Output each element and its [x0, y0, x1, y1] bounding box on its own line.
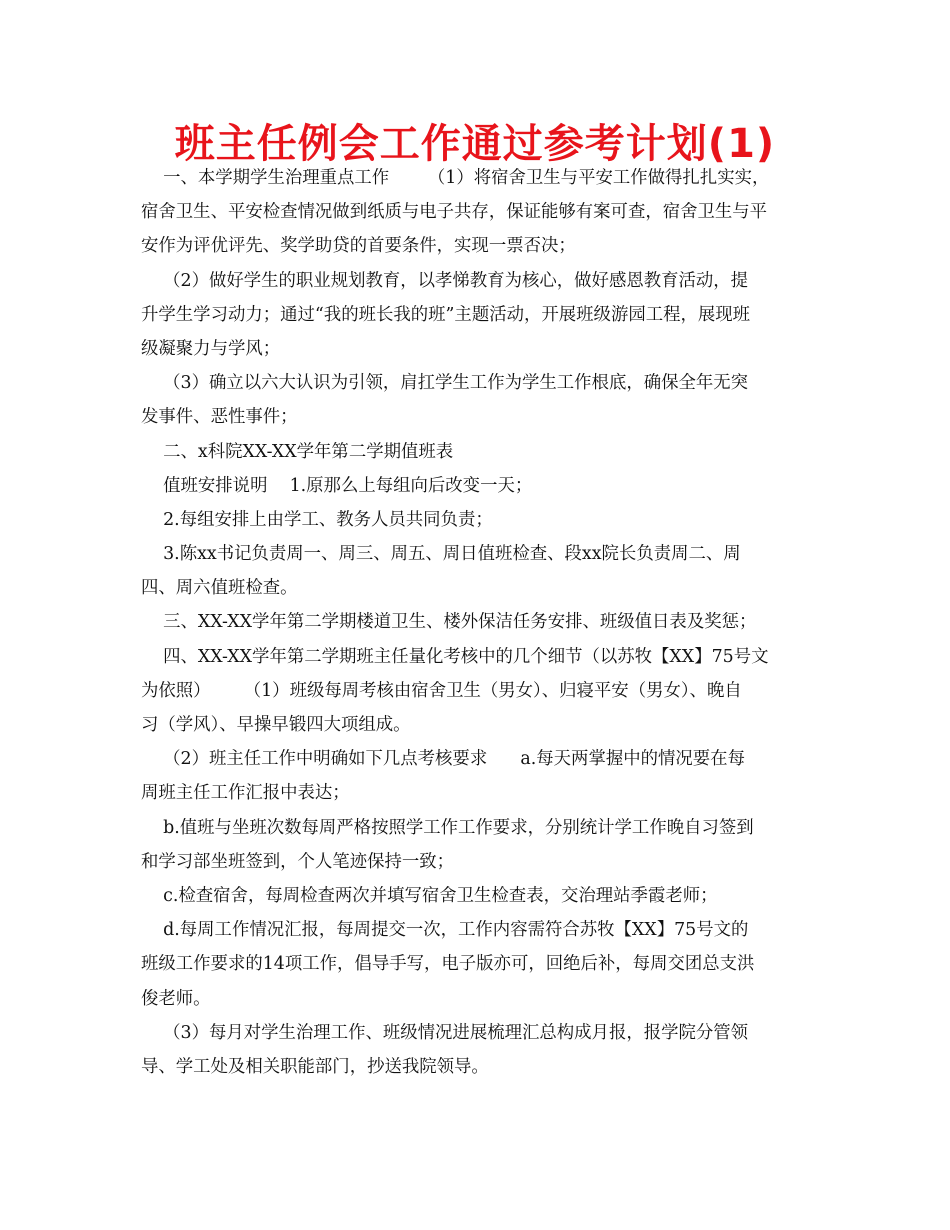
document-body	[141, 161, 812, 1084]
text-line: b.值班与坐班次数每周严格按照学工作工作要求，分别统计学工作晚自习签到	[141, 817, 754, 838]
text-line: 四、XX-XX学年第二学期班主任量化考核中的几个细节（以苏牧【XX】75号文	[141, 646, 769, 667]
text-line: 四、周六值班检查。	[141, 578, 298, 599]
text-line: 3.陈xx书记负责周一、周三、周五、周日值班检查、段xx院长负责周二、周	[141, 544, 741, 565]
text-line: 2.每组安排上由学工、教务人员共同负责；	[141, 509, 493, 530]
text-line: （2）班主任工作中明确如下几点考核要求 a.每天两掌握中的情况要在每	[141, 749, 745, 770]
text-line: 值班安排说明 1.原那么上每组向后改变一天；	[141, 475, 533, 496]
text-line: 安作为评优评先、奖学助贷的首要条件，实现一票否决；	[141, 236, 576, 257]
text-line: 升学生学习动力；通过“我的班长我的班”主题活动，开展班级游园工程，展现班	[141, 304, 751, 325]
document-title: 班主任例会工作通过参考计划(1)	[174, 121, 776, 167]
text-line: 宿舍卫生、平安检查情况做到纸质与电子共存，保证能够有案可查，宿舍卫生与平	[141, 202, 768, 223]
text-line: c.检查宿舍，每周检查两次并填写宿舍卫生检查表，交治理站季霞老师；	[141, 885, 718, 906]
text-line: （2）做好学生的职业规划教育，以孝悌教育为核心，做好感恩教育活动，提	[141, 270, 749, 291]
text-line: 二、x科院XX-XX学年第二学期值班表	[141, 441, 454, 462]
text-line: 习（学风）、早操早锻四大项组成。	[141, 715, 411, 735]
text-line: 三、XX-XX学年第二学期楼道卫生、楼外保洁任务安排、班级值日表及奖惩；	[141, 612, 757, 633]
text-line: （3）确立以六大认识为引领，肩扛学生工作为学生工作根底，确保全年无突	[141, 373, 749, 394]
text-line: d.每周工作情况汇报，每周提交一次，工作内容需符合苏牧【XX】75号文的	[141, 920, 749, 941]
text-line: 发事件、恶性事件；	[141, 407, 298, 428]
text-line: 和学习部坐班签到，个人笔迹保持一致；	[141, 851, 455, 872]
text-line: 周班主任工作汇报中表达；	[141, 783, 350, 804]
text-line: 为依照） （1）班级每周考核由宿舍卫生（男女）、归寝平安（男女）、晚自	[141, 680, 742, 701]
text-line: （3）每月对学生治理工作、班级情况进展梳理汇总构成月报，报学院分管领	[141, 1022, 749, 1043]
text-line: 导、学工处及相关职能部门，抄送我院领导。	[141, 1056, 489, 1077]
text-line: 一、本学期学生治理重点工作 （1）将宿舍卫生与平安工作做得扎扎实实，	[141, 168, 770, 188]
text-line: 俊老师。	[141, 988, 211, 1009]
text-line: 班级工作要求的14项工作，倡导手写，电子版亦可，回绝后补，每周交团总支洪	[141, 954, 755, 975]
text-line: 级凝聚力与学风；	[141, 338, 281, 359]
